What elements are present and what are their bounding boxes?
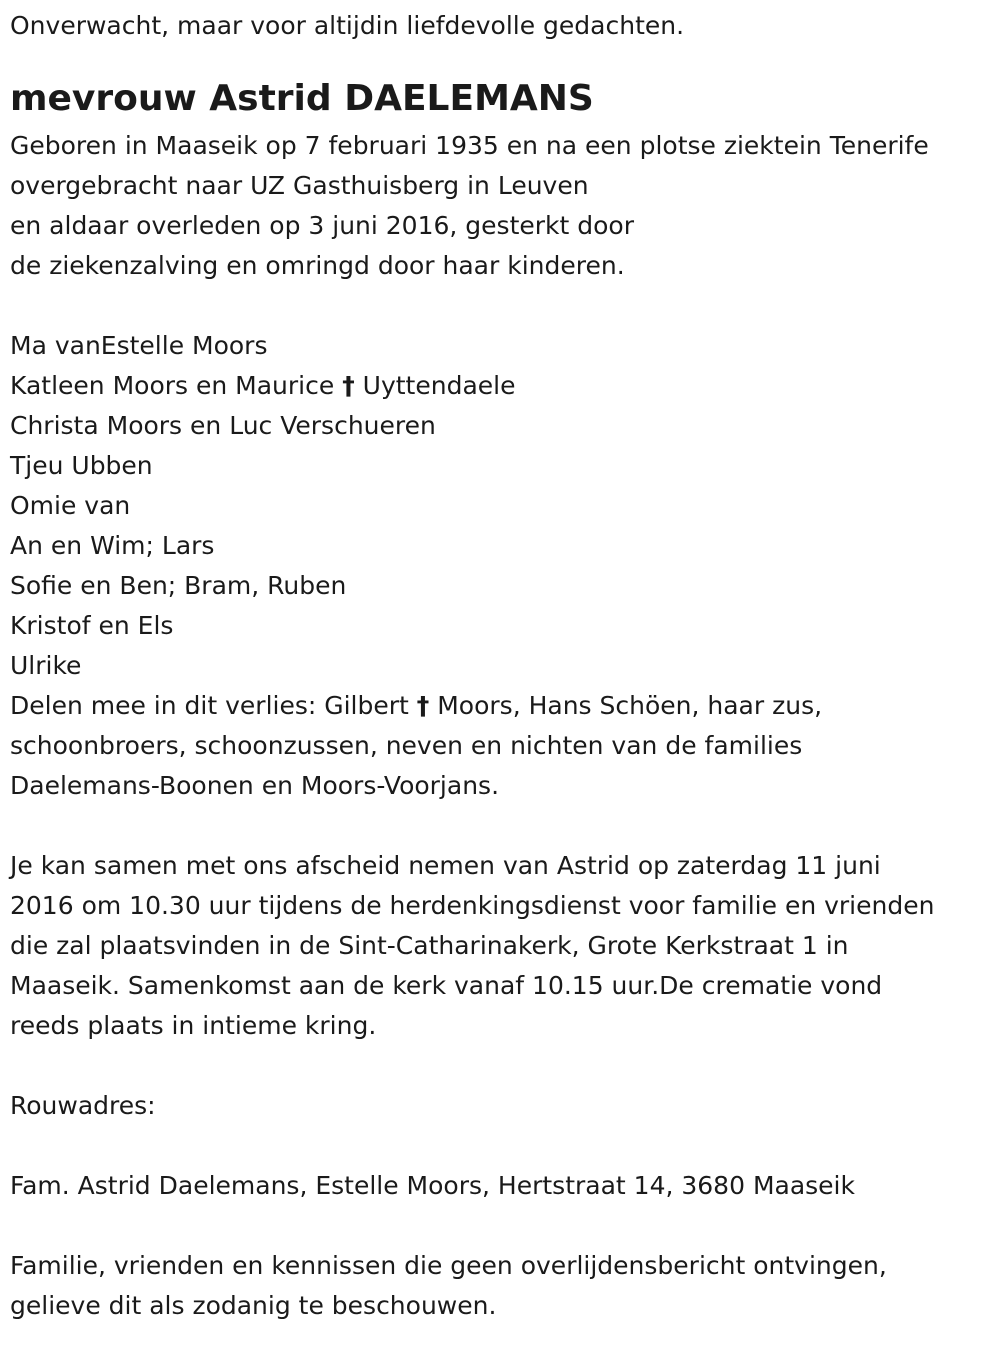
closing-line: Familie, vrienden en kennissen die geen overlijdensbericht ontvingen, (10, 1251, 887, 1280)
tjeu-line: Tjeu Ubben (10, 451, 153, 480)
spacer (10, 286, 990, 326)
omie-van-line: Omie van (10, 491, 131, 520)
cross-icon: † (416, 691, 430, 720)
share-line: schoonbroers, schoonzussen, neven en nichten van de families (10, 731, 803, 760)
farewell-line: reeds plaats in intieme kring. (10, 1011, 377, 1040)
birth-death-line: Geboren in Maaseik op 7 februari 1935 en na een plotse ziektein Tenerife (10, 131, 929, 160)
title-row (10, 46, 990, 126)
katleen-text-end: Uyttendaele (354, 371, 516, 400)
ma-van-line: Ma vanEstelle Moors (10, 331, 268, 360)
grandchild-line: An en Wim; Lars (10, 531, 215, 560)
share-text: Delen mee in dit verlies: Gilbert (10, 691, 417, 720)
katleen-text: Katleen Moors en Maurice (10, 371, 343, 400)
birth-death-line: overgebracht naar UZ Gasthuisberg in Leuven (10, 171, 589, 200)
grandchild-line: Sofie en Ben; Bram, Ruben (10, 571, 347, 600)
birth-death-line: de ziekenzalving en omringd door haar kinderen. (10, 251, 625, 280)
spacer (10, 1046, 990, 1086)
opening-line: Onverwacht, maar voor altijdin liefdevolle gedachten. (10, 11, 685, 40)
christa-line: Christa Moors en Luc Verschueren (10, 411, 436, 440)
cross-icon: † (342, 371, 355, 400)
spacer (10, 1206, 990, 1246)
share-line: Daelemans-Boonen en Moors-Voorjans. (10, 771, 500, 800)
rouwadres-label: Rouwadres: (10, 1091, 156, 1120)
birth-death-line: en aldaar overleden op 3 juni 2016, gesterkt door (10, 211, 634, 240)
farewell-line: die zal plaatsvinden in de Sint-Catharinakerk, Grote Kerkstraat 1 in (10, 931, 849, 960)
spacer (10, 806, 990, 846)
farewell-line: Je kan samen met ons afscheid nemen van Astrid op zaterdag 11 juni (10, 851, 881, 880)
share-text-end: Moors, Hans Schöen, haar zus, (429, 691, 823, 720)
rouwadres-address: Fam. Astrid Daelemans, Estelle Moors, Hertstraat 14, 3680 Maaseik (10, 1171, 855, 1200)
deceased-name: mevrouw Astrid DAELEMANS (10, 78, 594, 119)
farewell-line: Maaseik. Samenkomst aan de kerk vanaf 10.15 uur.De crematie vond (10, 971, 883, 1000)
katleen-line (10, 366, 990, 406)
grandchild-line: Ulrike (10, 651, 82, 680)
spacer (10, 1126, 990, 1166)
closing-line: gelieve dit als zodanig te beschouwen. (10, 1291, 497, 1320)
share-line (10, 686, 990, 726)
farewell-line: 2016 om 10.30 uur tijdens de herdenkingsdienst voor familie en vrienden (10, 891, 935, 920)
grandchild-line: Kristof en Els (10, 611, 174, 640)
